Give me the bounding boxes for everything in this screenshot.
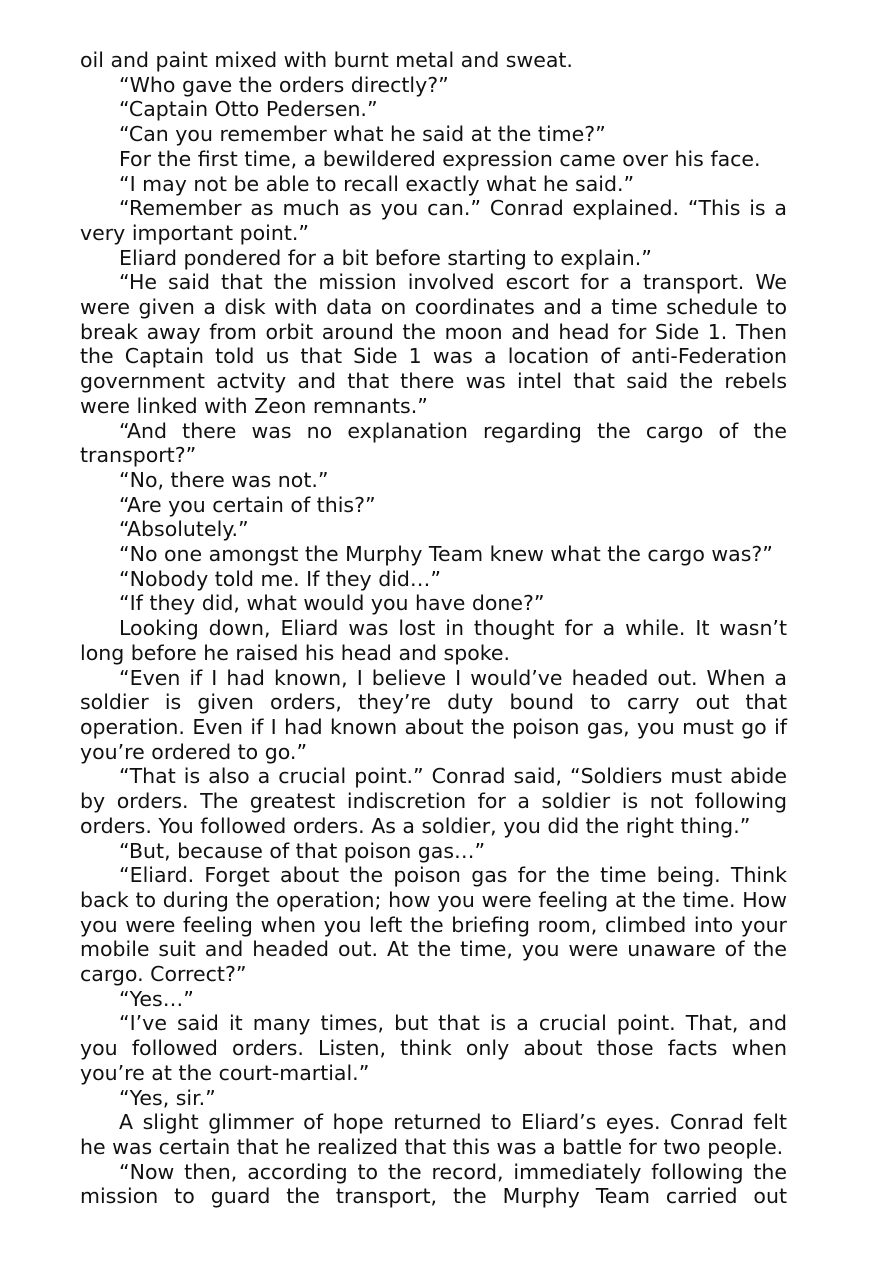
- paragraph: “Captain Otto Pedersen.”: [119, 97, 378, 122]
- paragraph: “Yes, sir.”: [119, 1085, 216, 1110]
- paragraph: oil and paint mixed with burnt metal and sweat.: [80, 48, 573, 72]
- paragraph: “Yes…”: [119, 986, 194, 1011]
- paragraph: “Eliard. Forget about the poison gas for the time being. Think back to during the operation; how you were feeling at the time. How you were feeling when you left the briefing room, climbed into your mobile suit and headed out. At the time, you were unaware of the cargo. Correct?”: [80, 863, 787, 987]
- paragraph: “Can you remember what he said at the time?”: [119, 122, 606, 147]
- paragraph: A slight glimmer of hope returned to Eliard’s eyes. Conrad felt he was certain that he realized that this was a battle for two people.: [80, 1110, 787, 1159]
- document-page: [80, 48, 787, 1209]
- paragraph: “No one amongst the Murphy Team knew what the cargo was?”: [119, 542, 773, 567]
- paragraph: Eliard pondered for a bit before starting to explain.”: [119, 245, 652, 270]
- paragraph: “Remember as much as you can.” Conrad explained. “This is a very important point.”: [80, 196, 787, 245]
- paragraph: “That is also a crucial point.” Conrad said, “Soldiers must abide by orders. The greatest indiscretion for a soldier is not following orders. You followed orders. As a soldier, you did the right thing.”: [80, 764, 787, 838]
- paragraph: “If they did, what would you have done?”: [119, 591, 545, 616]
- paragraph: “Who gave the orders directly?”: [119, 72, 449, 97]
- paragraph: “And there was no explanation regarding the cargo of the transport?”: [80, 418, 787, 468]
- paragraph: “But, because of that poison gas…”: [119, 838, 486, 863]
- paragraph: “Absolutely.”: [119, 517, 249, 542]
- paragraph: For the first time, a bewildered expression came over his face.: [119, 146, 761, 171]
- paragraph: “Nobody told me. If they did…”: [119, 566, 442, 591]
- paragraph: “I’ve said it many times, but that is a crucial point. That, and you followed orders. Listen, think only about those facts when you’re at the court-martial.”: [80, 1011, 787, 1085]
- paragraph: “I may not be able to recall exactly what he said.”: [119, 171, 635, 196]
- paragraph: Looking down, Eliard was lost in thought for a while. It wasn’t long before he raised his head and spoke.: [80, 616, 787, 665]
- paragraph: “No, there was not.”: [119, 467, 329, 492]
- paragraph: “Now then, according to the record, immediately following the mission to guard the transport, the Murphy Team carried out: [80, 1159, 787, 1209]
- paragraph: “Even if I had known, I believe I would’ve headed out. When a soldier is given orders, they’re duty bound to carry out that operation. Even if I had known about the poison gas, you must go if you’re ordered to go.”: [80, 665, 787, 764]
- paragraph: “He said that the mission involved escort for a transport. We were given a disk with data on coordinates and a time schedule to break away from orbit around the moon and head for Side 1. Then the Captain told us that Side 1 was a location of anti-Federation government actvity and that there was intel that said the rebels were linked with Zeon remnants.”: [80, 270, 787, 418]
- paragraph: “Are you certain of this?”: [119, 492, 376, 517]
